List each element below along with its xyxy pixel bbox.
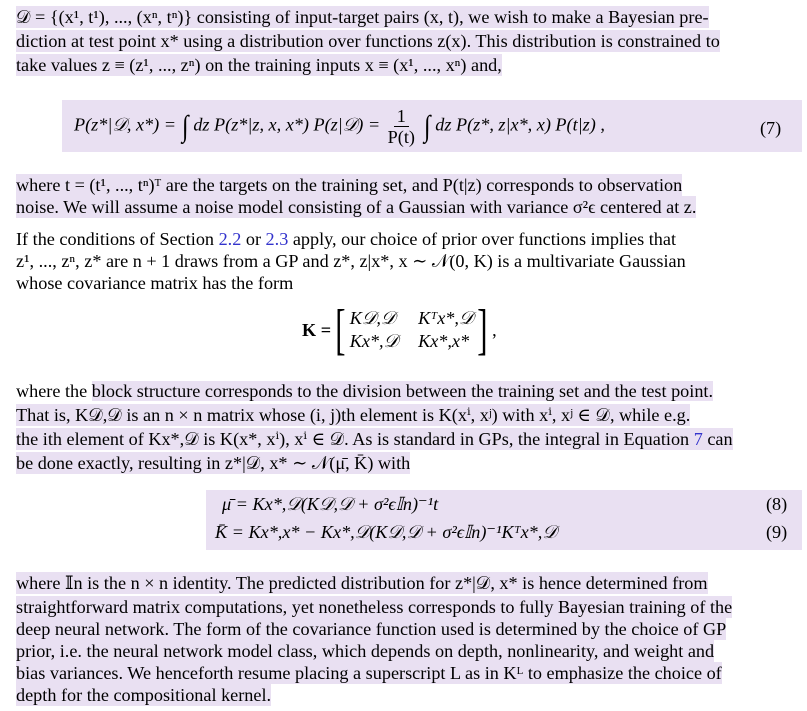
text-line: straightforward matrix computations, yet nonetheless corresponds to fully Bayesian training of the: [16, 597, 733, 617]
equation-8: [222, 494, 438, 515]
equation-number: (9): [766, 522, 788, 542]
left-bracket: [: [335, 299, 346, 361]
text-span: or: [241, 229, 266, 249]
text-span: the ith element of Kx*,𝒟 is K(x*, xⁱ), xⁱ ∈ 𝒟. As is standard in GPs, the integral in Equation: [16, 429, 694, 449]
integral-sign: ∫: [423, 109, 430, 143]
text-span: where the: [16, 381, 92, 401]
matrix-lhs: K =: [302, 319, 332, 340]
eq7-rhs: dz P(z*, z|x*, x) P(t|z) ,: [435, 114, 605, 135]
equation-9: [215, 522, 557, 543]
text-line: [16, 380, 713, 402]
text-line: [16, 228, 676, 250]
matrix-cell: Kᵀx*,𝒟: [418, 308, 474, 328]
equation-number: (7): [760, 118, 782, 138]
fraction-numerator: 1: [394, 106, 409, 127]
text-span: If the conditions of Section: [16, 229, 219, 249]
equation-number: (8): [766, 494, 788, 514]
right-bracket: ]: [477, 299, 488, 361]
text-line: depth for the compositional kernel.: [16, 685, 272, 705]
covariance-matrix: [302, 299, 497, 361]
text-line: 𝒟 = {(x¹, t¹), ..., (xⁿ, tⁿ)} consisting of input-target pairs (x, t), we wish to make a Bayesian pre-: [16, 7, 709, 27]
section-link[interactable]: 2.2: [218, 229, 242, 249]
matrix-cell: K𝒟,𝒟: [349, 308, 396, 328]
text-span: can: [702, 429, 733, 449]
equation-link[interactable]: 7: [693, 429, 703, 449]
text-line: whose covariance matrix has the form: [16, 273, 294, 293]
eq8-body: μ̄ = Kx*,𝒟(K𝒟,𝒟 + σ²ϵ𝕀n)⁻¹t: [222, 494, 439, 514]
integral-sign: ∫: [181, 109, 188, 143]
text-line: where 𝕀n is the n × n identity. The predicted distribution for z*|𝒟, x* is hence determined from: [16, 573, 708, 593]
fraction-denominator: P(t): [387, 127, 415, 147]
eq7-mid: dz P(z*|z, x, x*) P(z|𝒟) =: [193, 114, 381, 135]
text-line: z¹, ..., zⁿ, z* are n + 1 draws from a GP and z*, z|x*, x ∼ 𝒩(0, K) is a multivariate Gaussian: [16, 251, 686, 271]
text-line: diction at test point x* using a distribution over functions z(x). This distribution is constrained to: [16, 31, 720, 51]
text-line: bias variances. We henceforth resume placing a superscript L as in Kᴸ to emphasize the choice of: [16, 663, 722, 683]
matrix-cell: Kx*,x*: [418, 331, 470, 351]
equation-7: [74, 106, 605, 147]
text-line: deep neural network. The form of the covariance function used is determined by the choice of GP: [16, 619, 727, 639]
text-line: take values z ≡ (z¹, ..., zⁿ) on the training inputs x ≡ (x¹, ..., xⁿ) and,: [16, 55, 502, 75]
matrix-cell: Kx*,𝒟: [349, 331, 399, 351]
eq9-body: K̄ = Kx*,x* − Kx*,𝒟(K𝒟,𝒟 + σ²ϵ𝕀n)⁻¹Kᵀx*,𝒟: [215, 522, 557, 542]
eq7-lhs: P(z*|𝒟, x*) =: [74, 114, 176, 135]
text-line: prior, i.e. the neural network model class, which depends on depth, nonlinearity, and weight and: [16, 641, 715, 661]
text-line: noise. We will assume a noise model consisting of a Gaussian with variance σ²ϵ centered at z.: [16, 197, 697, 217]
text-line: [16, 428, 733, 450]
section-link[interactable]: 2.3: [265, 229, 289, 249]
text-span: apply, our choice of prior over functions implies that: [288, 229, 677, 249]
matrix-tail: ,: [492, 319, 497, 340]
text-line: That is, K𝒟,𝒟 is an n × n matrix whose (i, j)th element is K(xⁱ, xʲ) with xⁱ, xʲ ∈ 𝒟, while e.g.: [16, 405, 691, 425]
text-span: block structure corresponds to the division between the training set and the test point.: [91, 381, 714, 401]
text-line: be done exactly, resulting in z*|𝒟, x* ∼ 𝒩(μ̄, K̄) with: [16, 453, 411, 473]
text-line: where t = (t¹, ..., tⁿ)ᵀ are the targets on the training set, and P(t|z) corresponds to observation: [16, 175, 683, 195]
fraction: [388, 106, 415, 147]
